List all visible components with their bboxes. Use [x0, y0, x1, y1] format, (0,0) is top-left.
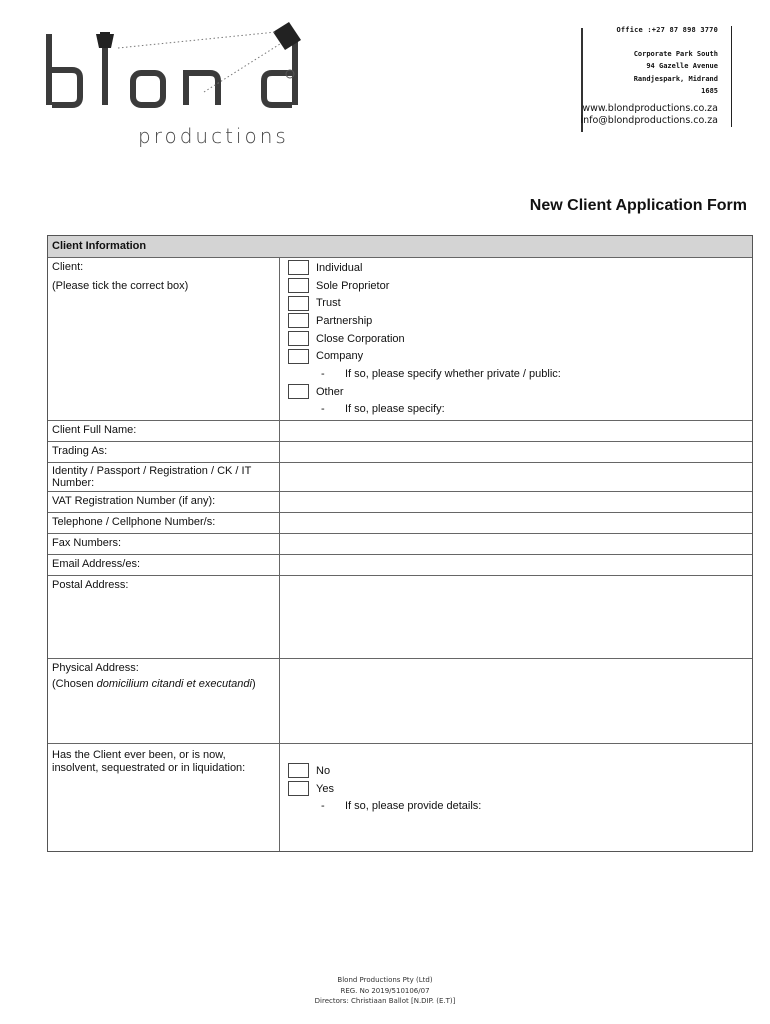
- field-row-full-name: [48, 420, 752, 441]
- insolvency-options: [280, 744, 752, 851]
- option-partnership: [288, 312, 744, 330]
- address-line: Randjespark, Midrand: [633, 74, 718, 83]
- footer-registration: REG. No 2019/510106/07: [340, 986, 430, 995]
- address-line: 94 Gazelle Avenue: [646, 62, 718, 71]
- id-number-input[interactable]: [280, 463, 752, 491]
- option-close-corporation: [288, 330, 744, 348]
- logo-subtitle: productions: [138, 124, 289, 148]
- checkbox-sole-proprietor[interactable]: [288, 278, 309, 293]
- option-label: Sole Proprietor: [316, 279, 390, 292]
- option-individual: [288, 259, 744, 277]
- field-row-fax: [48, 533, 752, 554]
- option-label: Trust: [316, 297, 341, 310]
- field-label: Email Address/es:: [48, 555, 280, 575]
- client-type-row: [48, 257, 752, 420]
- client-label: Client:: [52, 261, 84, 273]
- dash-bullet: -: [321, 367, 325, 380]
- option-trust: [288, 294, 744, 312]
- physical-address-label-cell: [48, 659, 280, 743]
- field-label: Fax Numbers:: [48, 534, 280, 554]
- section-header: Client Information: [48, 236, 752, 257]
- option-no: [288, 762, 744, 780]
- field-row-email: [48, 554, 752, 575]
- field-row-id-number: [48, 462, 752, 491]
- trading-as-input[interactable]: [280, 442, 752, 462]
- checkbox-other[interactable]: [288, 384, 309, 399]
- physical-address-hint: [52, 678, 275, 691]
- field-label: VAT Registration Number (if any):: [48, 492, 280, 512]
- insolvency-note-text: If so, please provide details:: [345, 800, 482, 813]
- email-input[interactable]: [280, 555, 752, 575]
- checkbox-close-corporation[interactable]: [288, 331, 309, 346]
- option-label: Individual: [316, 261, 363, 274]
- option-label: Other: [316, 385, 344, 398]
- field-label: Identity / Passport / Registration / CK / IT Number:: [48, 463, 280, 491]
- postal-address: [580, 48, 718, 98]
- option-sole-proprietor: [288, 277, 744, 295]
- physical-address-input[interactable]: [280, 659, 752, 743]
- insolvency-note: [288, 797, 744, 815]
- client-information-table: [47, 235, 753, 852]
- field-row-physical-address: [48, 658, 752, 743]
- field-label: Physical Address:: [52, 662, 139, 674]
- checkbox-individual[interactable]: [288, 260, 309, 275]
- checkbox-company[interactable]: [288, 349, 309, 364]
- checkbox-trust[interactable]: [288, 296, 309, 311]
- field-label: Client Full Name:: [48, 421, 280, 441]
- field-row-trading-as: [48, 441, 752, 462]
- client-hint: (Please tick the correct box): [52, 280, 189, 292]
- address-line: Corporate Park South: [633, 49, 718, 58]
- field-label: Has the Client ever been, or is now, insolvent, sequestrated or in liquidation:: [48, 744, 280, 851]
- checkbox-yes[interactable]: [288, 781, 309, 796]
- other-note: [288, 401, 744, 419]
- option-company: [288, 347, 744, 365]
- vat-number-input[interactable]: [280, 492, 752, 512]
- telephone-input[interactable]: [280, 513, 752, 533]
- checkbox-no[interactable]: [288, 763, 309, 778]
- field-label: Telephone / Cellphone Number/s:: [48, 513, 280, 533]
- postal-address-input[interactable]: [280, 576, 752, 658]
- field-row-telephone: [48, 512, 752, 533]
- full-name-input[interactable]: [280, 421, 752, 441]
- field-row-postal-address: [48, 575, 752, 658]
- website-link[interactable]: www.blondproductions.co.za: [582, 102, 718, 114]
- field-row-insolvency: [48, 743, 752, 851]
- footer-company-name: Blond Productions Pty (Ltd): [337, 976, 433, 984]
- field-label: Postal Address:: [48, 576, 280, 658]
- footer: [0, 975, 770, 1007]
- company-note-text: If so, please specify whether private / public:: [345, 367, 561, 380]
- dash-bullet: -: [321, 800, 325, 813]
- email-link[interactable]: info@blondproductions.co.za: [580, 114, 718, 126]
- option-other: [288, 383, 744, 401]
- office-phone: Office :+27 87 898 3770: [616, 26, 718, 34]
- other-note-text: If so, please specify:: [345, 403, 445, 416]
- field-row-vat: [48, 491, 752, 512]
- client-type-options: [280, 258, 752, 420]
- option-label: No: [316, 764, 331, 777]
- option-yes: [288, 780, 744, 798]
- checkbox-partnership[interactable]: [288, 313, 309, 328]
- logo-graphic: [40, 14, 320, 114]
- footer-directors: Directors: Christiaan Ballot [N.DIP. (E.T)]: [314, 997, 456, 1005]
- dash-bullet: -: [321, 403, 325, 416]
- option-label: Company: [316, 350, 364, 363]
- hint-italic-text: domicilium citandi et executandi: [96, 678, 252, 690]
- option-label: Yes: [316, 782, 334, 795]
- option-label: Partnership: [316, 314, 373, 327]
- address-line: 1685: [701, 87, 718, 96]
- company-note: [288, 365, 744, 383]
- company-logo: [40, 14, 320, 148]
- hint-text: ): [251, 678, 256, 690]
- option-label: Close Corporation: [316, 332, 405, 345]
- field-label: Trading As:: [48, 442, 280, 462]
- hint-text: (Chosen: [52, 678, 97, 690]
- contact-block: [580, 26, 732, 127]
- fax-input[interactable]: [280, 534, 752, 554]
- form-title: New Client Application Form: [529, 197, 747, 214]
- client-type-label-cell: [48, 258, 280, 420]
